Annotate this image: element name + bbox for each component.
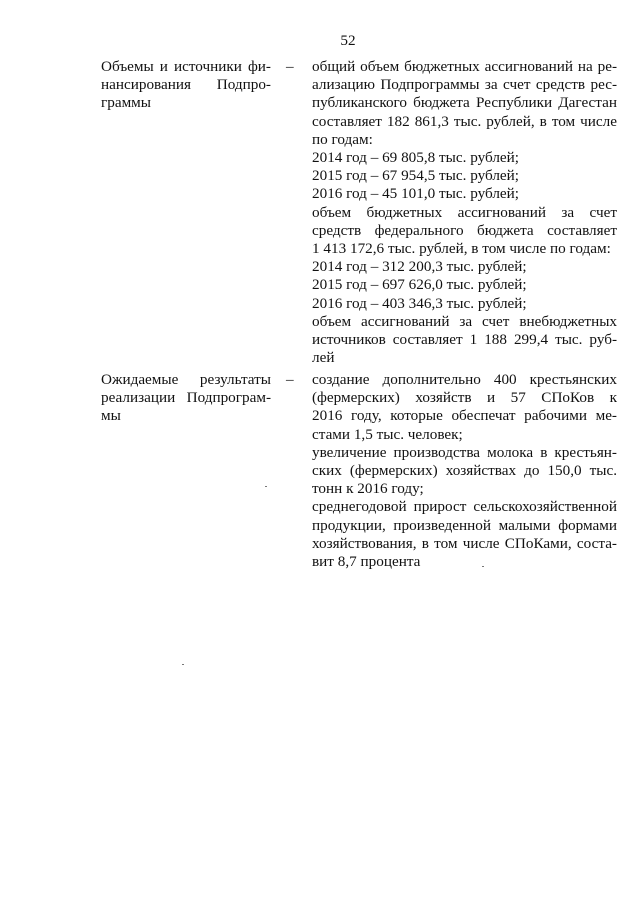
funding-text-line: 1 413 172,6 тыс. рублей, в том числе по годам:	[312, 240, 611, 258]
results-label-line: реализации Подпрограм-	[101, 389, 271, 407]
funding-year-line: 2014 год – 69 805,8 тыс. рублей;	[312, 149, 520, 167]
funding-text-line: лей	[312, 349, 335, 367]
funding-text-line: объем бюджетных ассигнований за счет	[312, 203, 617, 221]
results-text-line: тонн к 2016 году;	[312, 480, 424, 498]
funding-text-line: публиканского бюджета Республики Дагестан	[312, 94, 617, 112]
results-text-line: среднегодовой прирост сельскохозяйственной	[312, 498, 617, 516]
funding-year-line: 2016 год – 403 346,3 тыс. рублей;	[312, 294, 527, 312]
results-text-line: вит 8,7 процента	[312, 553, 421, 571]
results-text-line: создание дополнительно 400 крестьянских	[312, 371, 617, 388]
funding-year-line: 2015 год – 67 954,5 тыс. рублей;	[312, 167, 520, 185]
funding-year-line: 2015 год – 697 626,0 тыс. рублей;	[312, 276, 527, 294]
scan-speck	[182, 664, 184, 665]
results-text-line: увеличение производства молока в крестьян-	[312, 443, 617, 461]
scan-speck	[482, 566, 484, 567]
funding-dash: –	[286, 58, 294, 75]
page-number: 52	[340, 32, 356, 49]
funding-text-line: общий объем бюджетных ассигнований на ре-	[312, 58, 617, 75]
funding-text-line: объем ассигнований за счет внебюджетных	[312, 312, 617, 330]
funding-year-line: 2016 год – 45 101,0 тыс. рублей;	[312, 185, 520, 203]
results-label	[101, 371, 271, 426]
funding-text-line: источников составляет 1 188 299,4 тыс. руб-	[312, 331, 617, 349]
funding-label-line: нансирования Подпро-	[101, 76, 271, 94]
results-content	[312, 371, 617, 571]
results-text-line: (фермерских) хозяйств и 57 СПоКов к	[312, 389, 617, 407]
scan-speck	[265, 486, 267, 487]
funding-text-line: составляет 182 861,3 тыс. рублей, в том числе	[312, 112, 617, 130]
funding-label-line: граммы	[101, 94, 151, 112]
results-text-line: продукции, произведенной малыми формами	[312, 516, 617, 534]
results-dash: –	[286, 371, 294, 388]
results-text-line: ских (фермерских) хозяйствах до 150,0 тыс.	[312, 462, 617, 480]
funding-year-line: 2014 год – 312 200,3 тыс. рублей;	[312, 258, 527, 276]
funding-label-line: Объемы и источники фи-	[101, 58, 271, 75]
results-text-line: хозяйствования, в том числе СПоКами, соста-	[312, 534, 617, 552]
funding-text-line: средств федерального бюджета составляет	[312, 221, 617, 239]
funding-label	[101, 58, 271, 113]
results-label-line: Ожидаемые результаты	[101, 371, 271, 388]
funding-text-line: ализацию Подпрограммы за счет средств рес-	[312, 76, 617, 94]
results-label-line: мы	[101, 407, 121, 425]
results-text-line: 2016 году, которые обеспечат рабочими ме-	[312, 407, 617, 425]
results-text-line: стами 1,5 тыс. человек;	[312, 425, 463, 443]
funding-content	[312, 58, 617, 367]
funding-text-line: по годам:	[312, 130, 373, 148]
